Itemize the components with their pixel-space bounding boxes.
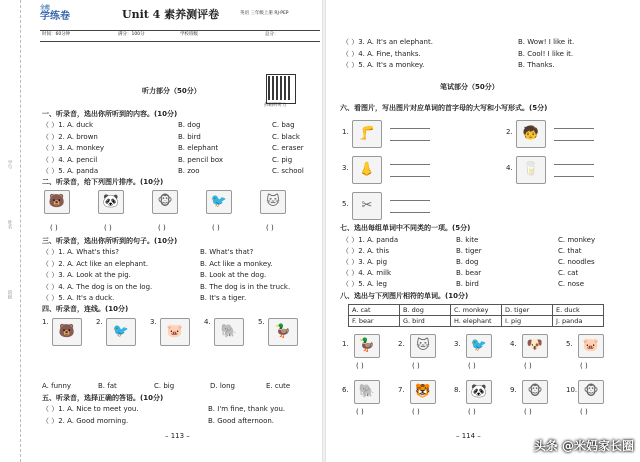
q2-title: 二、听录音，给下列图片排序。(10分): [42, 178, 164, 186]
q7-option-c: C. monkey: [558, 236, 596, 244]
animal-picture: [44, 190, 70, 214]
q4-number: 1.: [42, 318, 49, 326]
animal-picture: [268, 318, 298, 346]
write-line: [390, 128, 430, 129]
word-cell: I. pig: [502, 316, 553, 327]
q6-number: 3.: [342, 164, 349, 172]
q1-option-b: B. dog: [178, 121, 201, 129]
animal-icon: 🐦: [210, 194, 228, 209]
word-cell: D. tiger: [502, 305, 553, 316]
q7-option-b: B. kite: [456, 236, 479, 244]
q8-number: 5.: [566, 340, 573, 348]
animal-icon: 🐻: [58, 324, 76, 339]
animal-icon: 🐷: [166, 324, 184, 339]
q6-number: 1.: [342, 128, 349, 136]
answer-blank: ( ): [580, 408, 588, 416]
school-label: 学校班级: [180, 32, 198, 37]
q3-option-a: （ ）1. A. What's this?: [42, 248, 119, 256]
animal-icon: 🐷: [582, 338, 600, 353]
answer-blank: ( ): [580, 362, 588, 370]
q6-picture: [352, 120, 382, 148]
q5-option-a: （ ）3. A. It's an elephant.: [342, 38, 433, 46]
q4-number: 3.: [150, 318, 157, 326]
q7-option-a: （ ）4. A. milk: [342, 269, 392, 277]
object-icon: 🧒: [522, 126, 540, 141]
word-cell: C. monkey: [451, 305, 502, 316]
watermark: 头条 @米妈家长圈: [533, 439, 634, 453]
q6-picture: [352, 156, 382, 184]
answer-blank: ( ): [212, 224, 220, 232]
q3-title: 三、听录音，选出你所听到的句子。(10分): [42, 237, 178, 245]
q4-option: D. long: [210, 382, 235, 390]
q3-option-b: B. Act like a monkey.: [200, 259, 273, 268]
q5-option-b: B. Wow! I like it.: [518, 38, 575, 46]
q7-option-a: （ ）5. A. leg: [342, 280, 387, 288]
q6-number: 4.: [506, 164, 513, 172]
q6-number: 2.: [506, 128, 513, 136]
q5-option-a: （ ）4. A. Fine, thanks.: [342, 49, 421, 58]
animal-icon: 🐶: [526, 338, 544, 353]
time-label: 时间：60分钟: [42, 32, 71, 37]
q1-option-b: B. elephant: [178, 144, 219, 152]
animal-picture: [152, 190, 178, 214]
answer-blank: ( ): [266, 224, 274, 232]
q6-title: 六、看图片，写出图片对应单词的首字母的大写和小写形式。(5分): [340, 104, 548, 112]
answer-blank: ( ): [468, 362, 476, 370]
q5-option-a: （ ）2. A. Good morning.: [42, 416, 129, 425]
q7-option-b: B. dog: [456, 258, 479, 266]
q7-option-c: C. noodles: [558, 258, 595, 266]
animal-picture: [354, 380, 380, 404]
q1-option-b: B. bird: [178, 132, 201, 141]
word-cell: A. cat: [349, 305, 400, 316]
answer-blank: ( ): [158, 224, 166, 232]
write-line: [390, 200, 430, 201]
q5-option-b: B. Cool! I like it.: [518, 49, 574, 58]
right-page: [326, 0, 640, 462]
q8-title: 八、选出与下列图片相符的单词。(10分): [340, 292, 469, 300]
score-label: 满分：100分: [118, 32, 145, 37]
q1-option-b: B. zoo: [178, 167, 200, 175]
margin-label: 姓名: [7, 220, 12, 229]
animal-icon: 🐻: [48, 194, 66, 209]
animal-picture: [354, 334, 380, 358]
animal-picture: [260, 190, 286, 214]
q1-option-b: B. pencil box: [178, 155, 224, 164]
q3-option-a: （ ）2. A. Act like an elephant.: [42, 259, 149, 268]
write-line: [390, 164, 430, 165]
q5-option-b: B. I'm fine, thank you.: [208, 405, 286, 413]
q3-option-b: B. The dog is in the truck.: [200, 282, 291, 291]
animal-icon: 🐦: [112, 324, 130, 339]
object-icon: 🦵: [358, 126, 376, 141]
write-line: [390, 176, 430, 177]
answer-blank: ( ): [412, 408, 420, 416]
listening-title: 听力部分（50分）: [142, 87, 201, 95]
q4-title: 四、听录音，连线。(10分): [42, 305, 129, 313]
q7-option-b: B. bear: [456, 269, 482, 277]
q5-option-b: B. Good afternoon.: [208, 416, 275, 425]
q3-option-a: （ ）3. A. Look at the pig.: [42, 271, 131, 279]
q1-option-c: C. eraser: [272, 144, 304, 152]
animal-icon: 🐼: [102, 194, 120, 209]
q7-option-b: B. bird: [456, 280, 479, 288]
animal-icon: 🐵: [527, 384, 543, 399]
q1-option-a: （ ）5. A. panda: [42, 167, 99, 175]
animal-picture: [522, 334, 548, 358]
q4-option: A. funny: [42, 382, 72, 390]
q7-title: 七、选出每组单词中不同类的一项。(5分): [340, 224, 471, 232]
animal-picture: [160, 318, 190, 346]
q8-number: 7.: [398, 386, 405, 394]
object-icon: 🥛: [522, 162, 540, 177]
q7-option-b: B. tiger: [456, 247, 482, 255]
q7-option-c: C. nose: [558, 280, 585, 288]
answer-blank: ( ): [524, 362, 532, 370]
answer-blank: ( ): [468, 408, 476, 416]
q1-option-c: C. bag: [272, 121, 295, 129]
q7-option-a: （ ）3. A. pig: [342, 258, 388, 266]
q7-option-c: C. cat: [558, 269, 579, 277]
animal-icon: 🐼: [470, 384, 488, 399]
q8-number: 4.: [510, 340, 517, 348]
animal-icon: 🦆: [358, 338, 376, 353]
object-icon: 👃: [358, 162, 376, 177]
word-cell: G. bird: [400, 316, 451, 327]
q6-picture: [516, 156, 546, 184]
word-cell: F. bear: [349, 316, 400, 327]
animal-icon: 🦆: [274, 324, 292, 339]
q3-option-a: （ ）4. A. The dog is on the log.: [42, 282, 153, 291]
q7-option-a: （ ）2. A. this: [342, 247, 390, 255]
answer-blank: ( ): [412, 362, 420, 370]
answer-blank: ( ): [524, 408, 532, 416]
animal-picture: [466, 380, 492, 404]
q8-number: 3.: [454, 340, 461, 348]
word-cell: H. elephant: [451, 316, 502, 327]
answer-blank: ( ): [356, 408, 364, 416]
q5-option-a: （ ）1. A. Nice to meet you.: [42, 405, 139, 413]
word-cell: J. panda: [553, 316, 604, 327]
q3-option-a: （ ）5. A. It's a duck.: [42, 294, 115, 302]
answer-blank: ( ): [104, 224, 112, 232]
q8-number: 2.: [398, 340, 405, 348]
qr-icon: [268, 76, 292, 100]
written-title: 笔试部分（50分）: [440, 83, 499, 91]
q1-option-a: （ ）3. A. monkey: [42, 144, 105, 152]
q6-number: 5.: [342, 200, 349, 208]
animal-picture: [98, 190, 124, 214]
q4-option: C. big: [154, 382, 175, 390]
q1-option-c: C. pig: [272, 155, 293, 164]
page-title: Unit 4 素养测评卷: [122, 8, 220, 21]
write-line: [390, 140, 430, 141]
q1-option-a: （ ）2. A. brown: [42, 132, 98, 141]
animal-picture: [214, 318, 244, 346]
q5-title: 五、听录音，选择正确的答语。(10分): [42, 394, 164, 402]
q6-picture: [352, 192, 382, 220]
object-icon: ✂: [361, 198, 373, 213]
animal-icon: 🐘: [358, 384, 376, 399]
q6-picture: [516, 120, 546, 148]
word-cell: B. dog: [400, 305, 451, 316]
edition-label: 英语 三年级上册 RJ·PEP: [240, 11, 289, 16]
animal-icon: 🐯: [414, 384, 432, 399]
q8-number: 9.: [510, 386, 517, 394]
q1-option-a: （ ）4. A. pencil: [42, 155, 98, 164]
animal-picture: [52, 318, 82, 346]
page-number: – 114 –: [456, 432, 481, 440]
table-row: [349, 316, 604, 327]
animal-icon: 🐵: [583, 384, 599, 399]
q4-number: 4.: [204, 318, 211, 326]
q4-number: 2.: [96, 318, 103, 326]
q8-word-table: [348, 304, 604, 327]
animal-picture: [206, 190, 232, 214]
binding-line: [20, 0, 21, 462]
q3-option-b: B. It's a tiger.: [200, 294, 247, 302]
q3-option-b: B. What's that?: [200, 248, 254, 256]
q1-option-c: C. black: [272, 132, 300, 141]
q1-option-c: C. school: [272, 167, 304, 175]
table-row: [349, 305, 604, 316]
q4-option: B. fat: [98, 382, 117, 390]
animal-picture: [522, 380, 548, 404]
page-number: – 113 –: [165, 432, 190, 440]
q1-option-a: （ ）1. A. duck: [42, 121, 94, 129]
animal-picture: [578, 334, 604, 358]
write-line: [554, 140, 594, 141]
q8-number: 8.: [454, 386, 461, 394]
q8-number: 6.: [342, 386, 349, 394]
animal-icon: 🐦: [470, 338, 488, 353]
write-line: [554, 164, 594, 165]
animal-picture: [410, 380, 436, 404]
write-line: [390, 212, 430, 213]
write-line: [554, 176, 594, 177]
animal-picture: [106, 318, 136, 346]
q5-option-a: （ ）5. A. It's a monkey.: [342, 61, 425, 69]
animal-picture: [578, 380, 604, 404]
q1-title: 一、听录音，选出你所听到的内容。(10分): [42, 110, 178, 118]
q4-number: 5.: [258, 318, 265, 326]
q8-number: 10.: [566, 386, 578, 394]
animal-icon: 🐱: [416, 338, 430, 353]
q3-option-b: B. Look at the dog.: [200, 271, 267, 279]
margin-label: 学号: [7, 160, 12, 169]
q7-option-a: （ ）1. A. panda: [342, 236, 399, 244]
answer-blank: ( ): [50, 224, 58, 232]
margin-label: 班级: [7, 290, 12, 299]
brand-logo: 全能 学练卷: [40, 5, 70, 22]
animal-icon: 🐱: [266, 194, 280, 209]
animal-icon: 🐵: [157, 194, 173, 209]
answer-blank: ( ): [356, 362, 364, 370]
write-line: [554, 128, 594, 129]
q7-option-c: C. that: [558, 247, 582, 255]
animal-picture: [410, 334, 436, 358]
total-label: 总分：: [265, 32, 279, 37]
animal-icon: 🐘: [220, 324, 238, 339]
word-cell: E. duck: [553, 305, 604, 316]
animal-picture: [466, 334, 492, 358]
q8-number: 1.: [342, 340, 349, 348]
q4-option: E. cute: [266, 382, 291, 390]
qr-caption: 扫码听听力: [264, 103, 287, 108]
q5-option-b: B. Thanks.: [518, 61, 555, 69]
